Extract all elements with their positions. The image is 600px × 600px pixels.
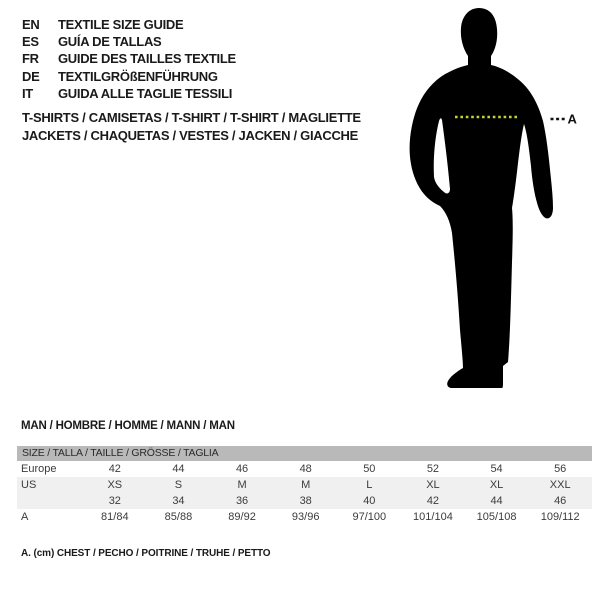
size-cell: M [237,479,247,491]
language-label: GUIDE DES TAILLES TEXTILE [58,51,236,67]
size-cell: 44 [172,463,185,475]
size-cell: 97/100 [352,511,387,523]
size-table-header: SIZE / TALLA / TAILLE / GRÖSSE / TAGLIA [17,446,592,461]
size-cell: 42 [108,463,121,475]
size-cell: 38 [299,495,312,507]
size-cell: XXL [549,479,571,491]
size-cell: 109/112 [540,511,580,523]
language-label: GUÍA DE TALLAS [58,34,162,50]
man-silhouette [400,0,600,400]
size-cell: 81/84 [101,511,129,523]
language-label: TEXTILE SIZE GUIDE [58,17,184,32]
language-code: DE [22,68,40,84]
size-cell: 44 [490,495,503,507]
row-label [17,493,83,509]
size-cell: 105/108 [476,511,517,523]
size-cell: XL [489,479,504,491]
size-cell: 34 [172,495,185,507]
size-cell: 36 [235,495,249,507]
row-label: Europe [21,463,57,475]
table-row [17,493,592,509]
size-cell: 89/92 [228,511,256,523]
size-cell: S [174,479,183,491]
garment-line-tshirts: T-SHIRTS / CAMISETAS / T-SHIRT / T-SHIRT / MAGLIETTE [22,110,361,125]
language-row [22,85,236,102]
size-cell: 56 [554,463,567,475]
language-code: IT [22,85,33,101]
language-row [22,68,236,85]
size-cell: XS [107,479,123,491]
garment-line-jackets: JACKETS / CHAQUETAS / VESTES / JACKEN / GIACCHE [22,127,358,143]
size-cell: 46 [235,463,249,475]
language-code: EN [22,17,40,32]
language-code: ES [22,34,39,50]
table-row [17,461,592,477]
language-guide [22,16,236,102]
language-code: FR [22,51,39,67]
size-table-rows [17,461,592,525]
size-cell: 54 [490,463,503,475]
size-cell: XL [426,479,440,491]
size-cell: 32 [108,495,121,507]
language-label: GUIDA ALLE TAGLIE TESSILI [58,85,233,101]
size-cell: 101/104 [413,511,453,523]
size-cell: 42 [426,495,440,507]
footnote-chest: A. (cm) CHEST / PECHO / POITRINE / TRUHE / PETTO [21,548,271,559]
size-cell: 48 [299,463,312,475]
size-cell: L [366,479,373,491]
row-label: US [21,479,37,491]
table-row [17,509,592,525]
row-label: A [21,511,29,523]
table-row [17,477,592,493]
language-row [22,50,236,67]
language-row [22,33,236,50]
size-cell: M [301,479,311,491]
size-cell: 50 [363,463,376,475]
size-cell: 93/96 [291,511,320,523]
man-silhouette-path [410,8,553,388]
language-label: TEXTILGRÖßENFÜHRUNG [58,68,218,84]
size-table [17,446,592,525]
size-cell: 40 [363,495,376,507]
garment-types [22,109,361,144]
section-title-man: MAN / HOMBRE / HOMME / MANN / MAN [21,420,235,432]
language-row [22,16,236,33]
size-cell: 46 [554,495,567,507]
measure-label-a: A [567,111,577,127]
size-cell: 52 [426,463,440,475]
size-cell: 85/88 [164,511,193,523]
